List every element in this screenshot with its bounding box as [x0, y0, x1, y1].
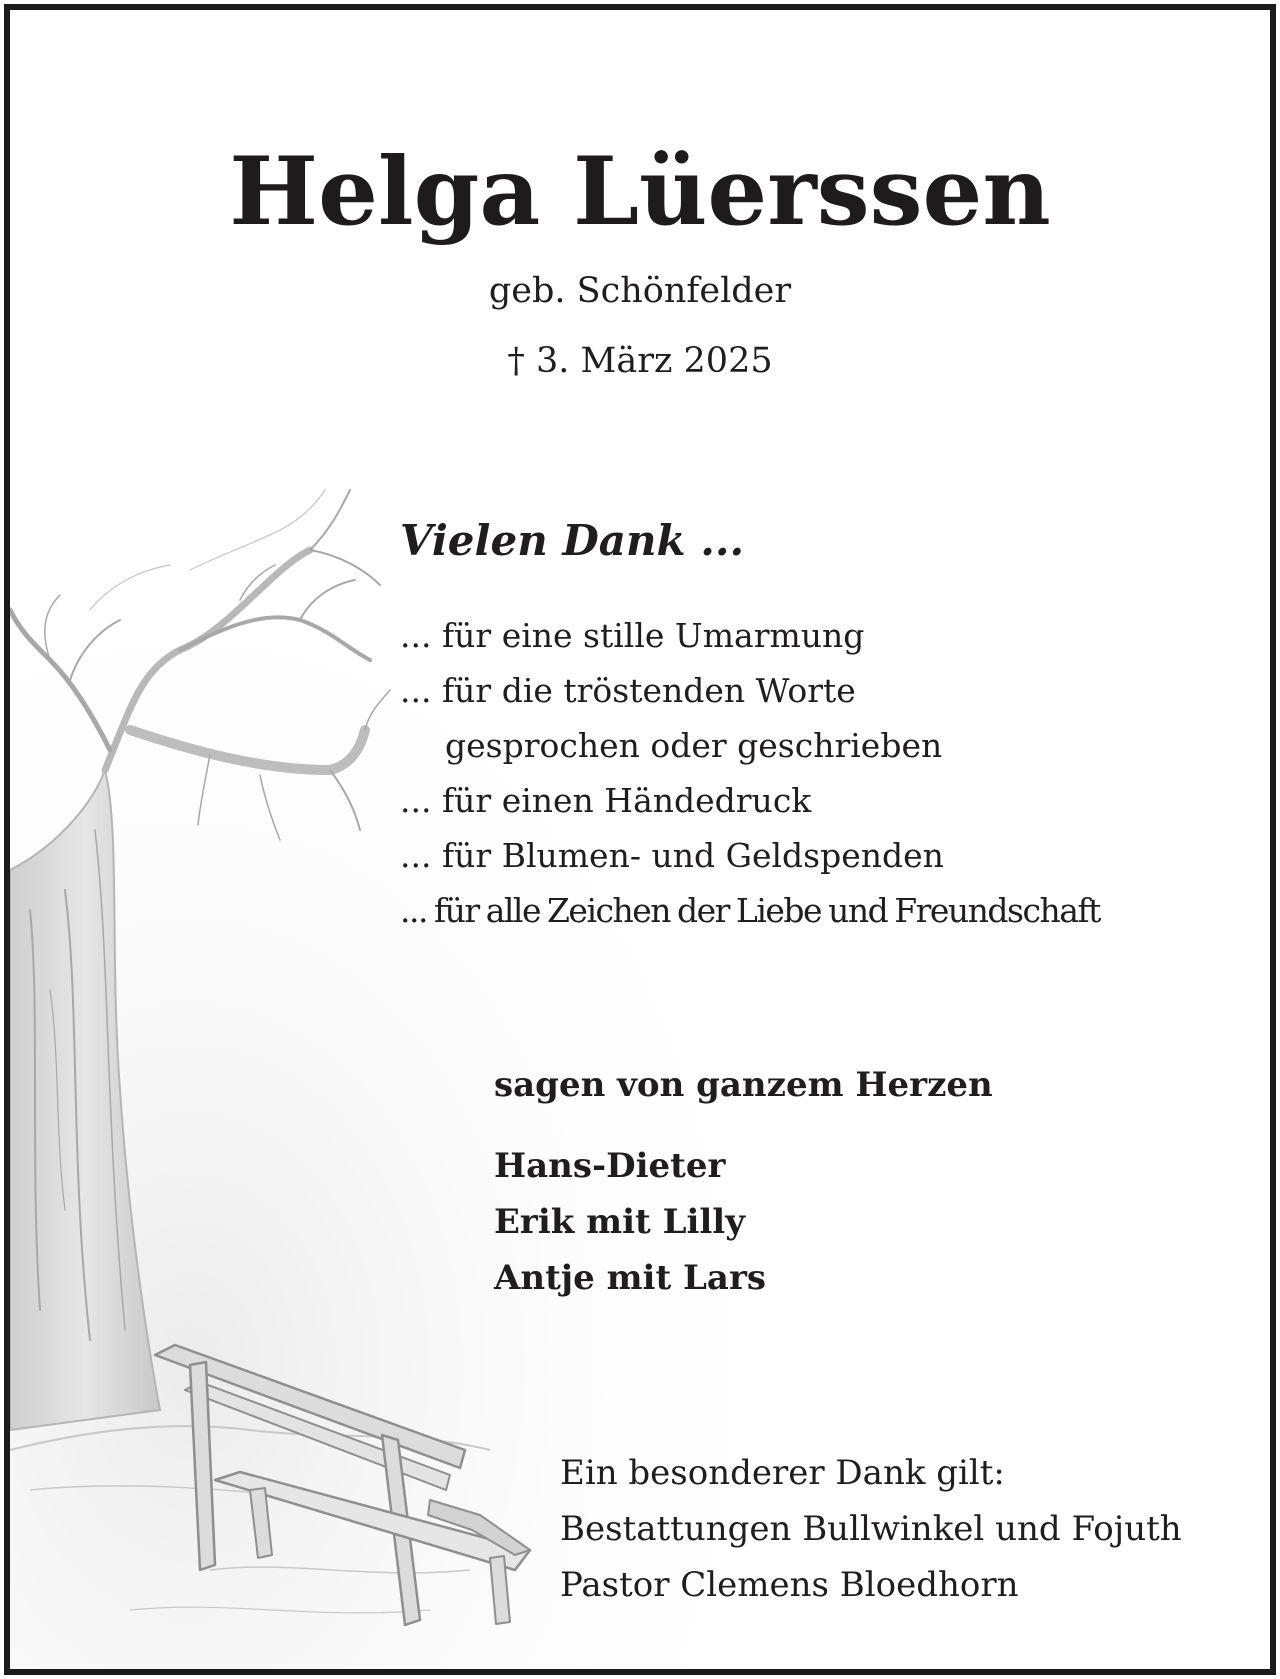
- signer-name: Erik mit Lilly: [494, 1202, 745, 1242]
- maiden-name: geb. Schönfelder: [488, 271, 792, 311]
- thanks-line: ... für alle Zeichen der Liebe und Freundschaft: [400, 891, 1100, 930]
- death-date: † 3. März 2025: [507, 341, 773, 381]
- special-thanks-line: Bestattungen Bullwinkel und Fojuth: [560, 1509, 1182, 1549]
- special-thanks-line: Pastor Clemens Bloedhorn: [560, 1565, 1019, 1605]
- thanks-line: ... für die tröstenden Worte: [400, 671, 856, 710]
- special-thanks-line: Ein besonderer Dank gilt:: [560, 1453, 1005, 1493]
- closing-text: sagen von ganzem Herzen: [494, 1065, 993, 1105]
- thanks-heading: Vielen Dank ...: [400, 516, 745, 565]
- thanks-line: gesprochen oder geschrieben: [445, 726, 943, 765]
- signer-name: Hans-Dieter: [494, 1146, 726, 1186]
- deceased-name: Helga Lüerssen: [229, 137, 1051, 247]
- special-thanks: [560, 1445, 1182, 1613]
- obituary-card: [4, 4, 1276, 1675]
- signer-name: Antje mit Lars: [494, 1258, 766, 1298]
- signers-list: [494, 1138, 766, 1306]
- thanks-line: ... für eine stille Umarmung: [400, 616, 865, 655]
- thanks-line: ... für Blumen- und Geldspenden: [400, 836, 944, 875]
- thanks-list: [400, 608, 1100, 938]
- thanks-line: ... für einen Händedruck: [400, 781, 812, 820]
